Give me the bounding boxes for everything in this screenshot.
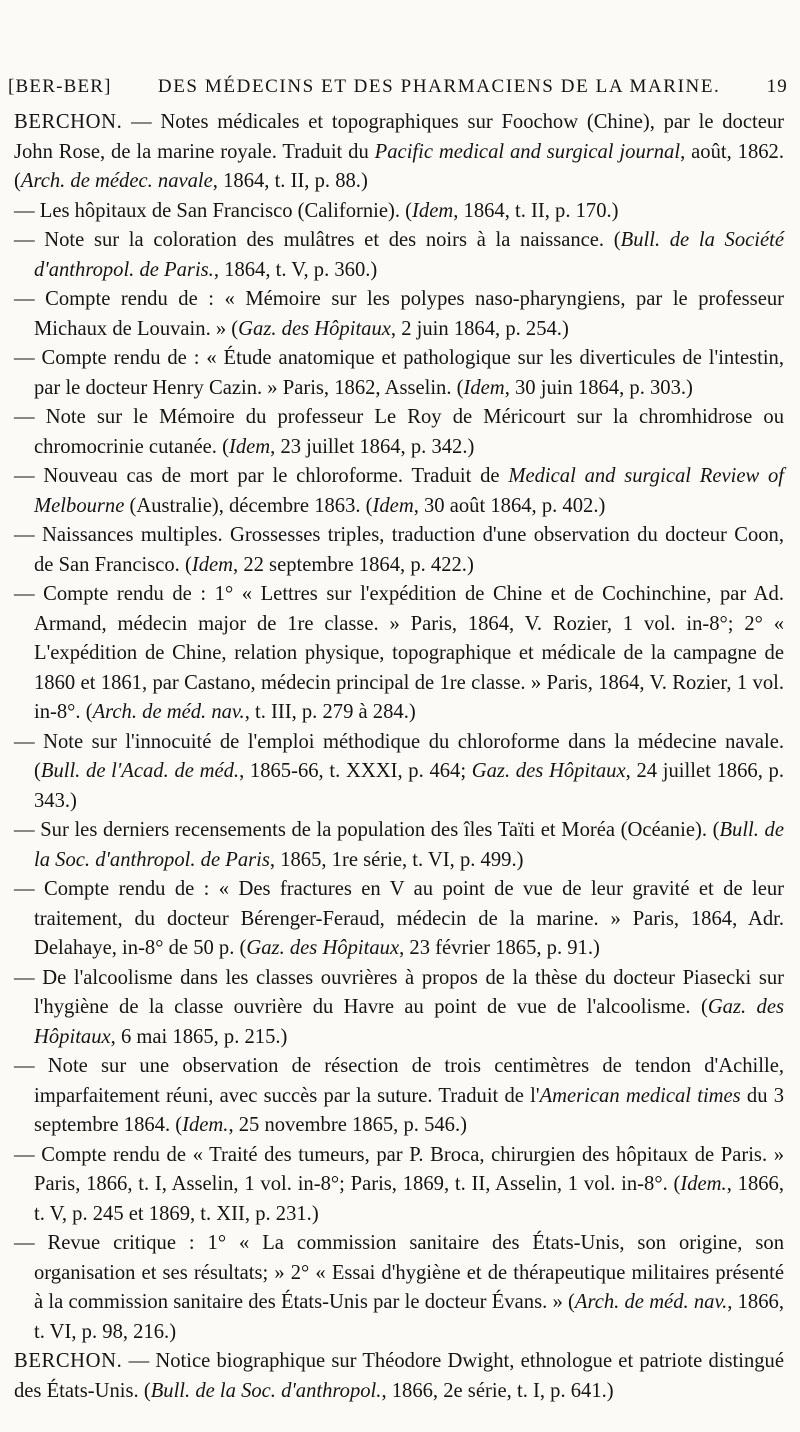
source-title: Idem xyxy=(372,494,414,517)
entry-text: , 1866, t. V, p. 245 et 1869, t. XII, p. 231.) xyxy=(34,1173,785,1225)
entry-text: , août, 1862. ( xyxy=(14,140,784,192)
entry-text: , 1865, 1re série, t. VI, p. 499.) xyxy=(269,848,524,871)
source-title: American medical times xyxy=(539,1084,741,1107)
source-title: Gaz. des Hôpitaux xyxy=(246,937,400,959)
author-entry xyxy=(14,1347,784,1406)
entry-text: — De l'alcoolisme dans les classes ouvrières à propos de la thèse du docteur Piasecki sur l'hygiène de la classe ouvrière du Havre au point de vue de l'alcoolisme. ( xyxy=(14,966,784,1018)
entry-text: — Compte rendu de « Traité des tumeurs, par P. Broca, chirurgien des hôpitaux de Paris. » Paris, 1866, t. I, Asselin, 1 vol. in-8°; Paris, 1869, t. II, Asselin, 1 vol. in-8°. ( xyxy=(14,1143,784,1195)
entry-text: — Note sur la coloration des mulâtres et des noirs à la naissance. ( xyxy=(14,229,621,251)
author-name: BERCHON. xyxy=(14,111,123,133)
entry-text: , 1864, t. II, p. 88.) xyxy=(212,170,368,192)
entry-text: , 1864, t. II, p. 170.) xyxy=(453,199,619,222)
entry-text: (Australie), décembre 1863. ( xyxy=(124,494,373,517)
bibliography-entry xyxy=(14,226,784,285)
entry-text: — Naissances multiples. Grossesses triples, traduction d'une observation du docteur Coon, de San Francisco. ( xyxy=(14,524,784,576)
bibliography-entry xyxy=(14,1052,784,1141)
source-title: Bull. de la Société d'anthropol. de Paris. xyxy=(34,229,785,281)
source-title: Gaz. des Hôpitaux xyxy=(471,760,626,782)
entry-text: , 30 août 1864, p. 402.) xyxy=(413,494,606,517)
source-title: Gaz. des Hôpitaux xyxy=(34,996,784,1048)
source-title: Pacific medical and surgical journal xyxy=(374,140,681,163)
entry-text: , 6 mai 1865, p. 215.) xyxy=(110,1025,288,1048)
entry-text: , 23 juillet 1864, p. 342.) xyxy=(270,435,475,458)
bibliography-entry xyxy=(14,964,784,1053)
bibliography-entry xyxy=(14,1141,784,1230)
entry-text: — Revue critique : 1° « La commission sanitaire des États-Unis, son origine, son organisation et ses résultats; » 2° « Essai d'hygiène et de thérapeutique militaires présenté à la commission sanitaire des États-Unis par le docteur Évans. » ( xyxy=(14,1232,784,1313)
bibliography-entry xyxy=(14,462,784,521)
entry-text: , 1866, 2e série, t. I, p. 641.) xyxy=(381,1379,614,1402)
source-title: Medical and surgical Review of Melbourne xyxy=(34,465,784,517)
entry-text: — Nouveau cas de mort par le chloroforme. Traduit de xyxy=(14,465,509,487)
entry-text: , 22 septembre 1864, p. 422.) xyxy=(233,553,474,576)
entry-text: — Sur les derniers recensements de la population des îles Taïti et Moréa (Océanie). ( xyxy=(14,819,720,841)
source-title: Gaz. des Hôpitaux xyxy=(238,317,391,340)
bibliography-entry xyxy=(14,197,784,227)
entry-text: du 3 septembre 1864. ( xyxy=(34,1084,784,1136)
entry-text: , 2 juin 1864, p. 254.) xyxy=(390,317,569,340)
entry-text: — Notice biographique sur Théodore Dwight, ethnologue et patriote distingué des États-Unis. ( xyxy=(14,1350,784,1402)
bibliography-entry xyxy=(14,816,784,875)
entry-text: — Note sur l'innocuité de l'emploi méthodique du chloroforme dans la médecine navale. ( xyxy=(14,730,784,782)
source-title: Idem xyxy=(228,435,271,458)
author-name: BERCHON. xyxy=(14,1350,123,1372)
entry-text: , 1866, t. VI, p. 98, 216.) xyxy=(34,1291,784,1343)
bibliography-entry xyxy=(14,875,784,964)
bibliography-entry xyxy=(14,728,784,817)
entry-text: — Note sur le Mémoire du professeur Le Roy de Méricourt sur la chromhidrose ou chromocrinie cutanée. ( xyxy=(14,406,784,458)
source-title: Arch. de méd. nav. xyxy=(574,1291,728,1313)
source-title: Bull. de la Soc. d'anthropol. de Paris xyxy=(34,819,784,871)
entry-text: , 25 novembre 1865, p. 546.) xyxy=(228,1114,467,1136)
bibliography-list xyxy=(14,108,784,1406)
entry-text: — Compte rendu de : « Des fractures en V au point de vue de leur gravité et de leur traitement, du docteur Bérenger-Feraud, médecin de la marine. » Paris, 1864, Adr. Delahaye, in-8° de 50 p. ( xyxy=(14,878,784,959)
source-title: Idem xyxy=(463,376,505,399)
entry-text: — Les hôpitaux de San Francisco (Californie). ( xyxy=(14,199,413,222)
entry-text: — Notes médicales et topographiques sur Foochow (Chine), par le docteur John Rose, de la marine royale. Traduit du xyxy=(14,111,784,163)
bibliography-entry xyxy=(14,285,784,344)
entry-text: , 23 février 1865, p. 91.) xyxy=(399,937,600,959)
source-title: Bull. de la Soc. d'anthropol. xyxy=(150,1379,382,1402)
source-title: Idem. xyxy=(182,1114,229,1136)
source-title: Bull. de l'Acad. de méd. xyxy=(40,760,240,782)
bibliography-entry xyxy=(14,580,784,728)
bibliography-entry xyxy=(14,1229,784,1347)
source-title: Arch. de médec. navale xyxy=(20,170,213,192)
entry-text: , 24 juillet 1866, p. 343.) xyxy=(34,760,784,812)
source-title: Idem xyxy=(191,553,234,576)
author-entry xyxy=(14,108,784,197)
source-title: Idem xyxy=(412,199,454,222)
running-header-title: DES MÉDECINS ET DES PHARMACIENS DE LA MARINE. xyxy=(157,76,721,97)
running-header xyxy=(8,76,788,98)
bibliography-entry xyxy=(14,344,784,403)
entry-text: — Compte rendu de : « Mémoire sur les polypes naso-pharyngiens, par le professeur Michaux de Louvain. » ( xyxy=(14,288,784,340)
page-number: 19 xyxy=(766,76,788,97)
entry-text: , 30 juin 1864, p. 303.) xyxy=(504,376,693,399)
source-title: Arch. de méd. nav. xyxy=(92,701,245,723)
entry-text: , 1864, t. V, p. 360.) xyxy=(213,258,378,281)
entry-text: , t. III, p. 279 à 284.) xyxy=(244,701,416,723)
entry-text: , 1865-66, t. XXXI, p. 464; xyxy=(239,760,472,782)
bibliography-entry xyxy=(14,403,784,462)
running-header-left: [BER-BER] xyxy=(8,76,112,97)
source-title: Idem. xyxy=(680,1173,727,1195)
entry-text: — Compte rendu de : « Étude anatomique et pathologique sur les diverticules de l'intestin, par le docteur Henry Cazin. » Paris, 1862, Asselin. ( xyxy=(14,347,784,399)
entry-text: — Note sur une observation de résection de trois centimètres de tendon d'Achille, imparfaitement réuni, avec succès par la suture. Traduit de l' xyxy=(14,1055,784,1107)
bibliography-entry xyxy=(14,521,784,580)
entry-text: — Compte rendu de : 1° « Lettres sur l'expédition de Chine et de Cochinchine, par Ad. Armand, médecin major de 1re classe. » Paris, 1864, V. Rozier, 1 vol. in-8°; 2° « L'expédition de Chine, relation physique, topographique et médicale de la campagne de 1860 et 1861, par Castano, médecin principal de 1re classe. » Paris, 1864, V. Rozier, 1 vol. in-8°. ( xyxy=(14,583,784,723)
